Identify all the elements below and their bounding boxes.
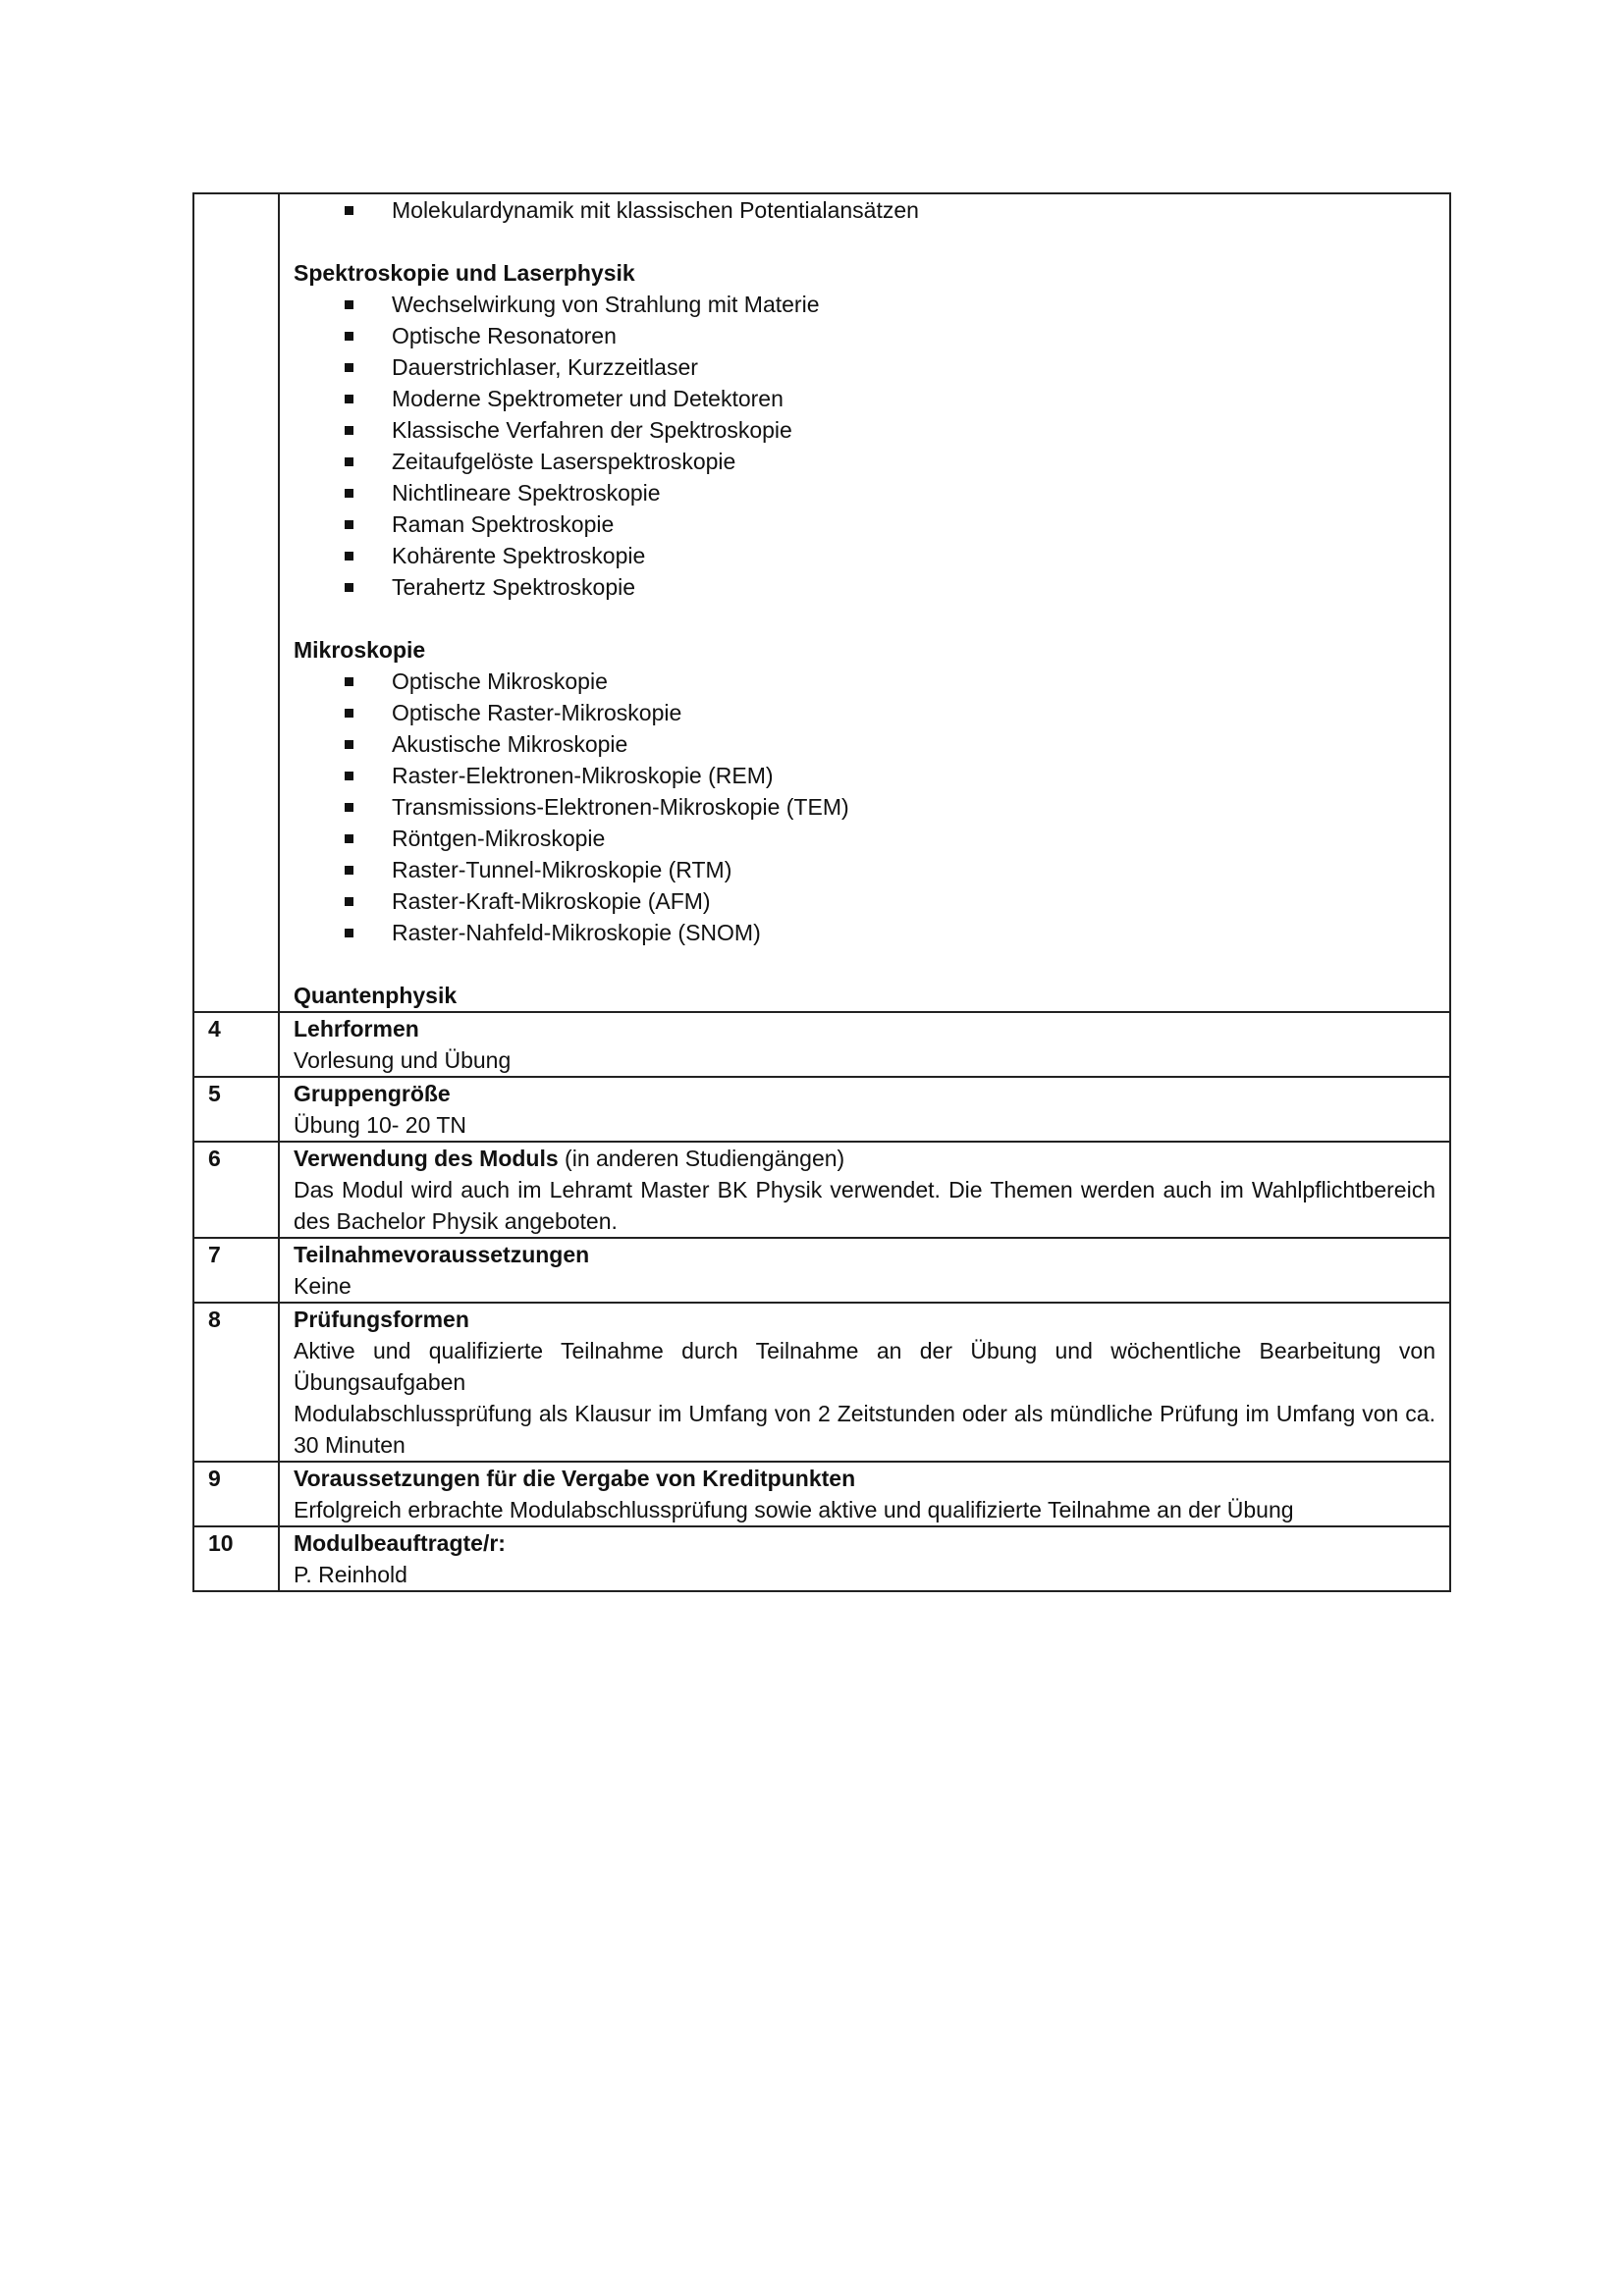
table-row bbox=[193, 1077, 1450, 1142]
list-item-text: Dauerstrichlaser, Kurzzeitlaser bbox=[392, 354, 698, 380]
content-row bbox=[193, 193, 1450, 1012]
bullet-list-intro bbox=[294, 194, 1435, 226]
list-item-text: Röntgen-Mikroskopie bbox=[392, 826, 606, 851]
row-title: Verwendung des Moduls bbox=[294, 1146, 559, 1171]
bullet-square-icon bbox=[345, 489, 353, 498]
list-item bbox=[294, 917, 1435, 948]
row-number: 9 bbox=[193, 1462, 279, 1526]
row-content bbox=[279, 1012, 1450, 1077]
bullet-square-icon bbox=[345, 866, 353, 875]
row-title: Teilnahmevoraussetzungen bbox=[294, 1242, 590, 1267]
list-item bbox=[294, 508, 1435, 540]
list-item-text: Nichtlineare Spektroskopie bbox=[392, 480, 661, 506]
table-row bbox=[193, 1012, 1450, 1077]
row-text: Vorlesung und Übung bbox=[294, 1047, 512, 1073]
row-text: Modulabschlussprüfung als Klausur im Umfang von 2 Zeitstunden oder als mündliche Prüfung im Umfang von ca. 30 Minuten bbox=[294, 1401, 1435, 1458]
bullet-square-icon bbox=[345, 772, 353, 780]
row-title: Lehrformen bbox=[294, 1016, 419, 1041]
bullet-square-icon bbox=[345, 803, 353, 812]
list-item-text: Akustische Mikroskopie bbox=[392, 731, 628, 757]
table-row bbox=[193, 1142, 1450, 1238]
row-text: P. Reinhold bbox=[294, 1562, 407, 1587]
row-content bbox=[279, 1303, 1450, 1462]
list-item-text: Terahertz Spektroskopie bbox=[392, 574, 636, 600]
bullet-square-icon bbox=[345, 552, 353, 561]
row-title: Gruppengröße bbox=[294, 1081, 451, 1106]
row-content bbox=[279, 1238, 1450, 1303]
row-number-empty bbox=[193, 193, 279, 1012]
bullet-square-icon bbox=[345, 426, 353, 435]
bullet-square-icon bbox=[345, 363, 353, 372]
row-number: 6 bbox=[193, 1142, 279, 1238]
section-title-spektroskopie: Spektroskopie und Laserphysik bbox=[294, 260, 635, 286]
content-cell bbox=[279, 193, 1450, 1012]
row-content bbox=[279, 1142, 1450, 1238]
row-number: 4 bbox=[193, 1012, 279, 1077]
row-number: 7 bbox=[193, 1238, 279, 1303]
list-item bbox=[294, 540, 1435, 571]
list-item bbox=[294, 697, 1435, 728]
list-item bbox=[294, 446, 1435, 477]
bullet-list-spektroskopie bbox=[294, 289, 1435, 603]
table-row bbox=[193, 1526, 1450, 1591]
list-item bbox=[294, 351, 1435, 383]
list-item bbox=[294, 823, 1435, 854]
bullet-square-icon bbox=[345, 740, 353, 749]
list-item-text: Raster-Tunnel-Mikroskopie (RTM) bbox=[392, 857, 732, 882]
row-content bbox=[279, 1462, 1450, 1526]
list-item bbox=[294, 885, 1435, 917]
bullet-square-icon bbox=[345, 897, 353, 906]
bullet-square-icon bbox=[345, 834, 353, 843]
row-number: 5 bbox=[193, 1077, 279, 1142]
table-row bbox=[193, 1303, 1450, 1462]
list-item-text: Kohärente Spektroskopie bbox=[392, 543, 646, 568]
bullet-square-icon bbox=[345, 332, 353, 341]
bullet-square-icon bbox=[345, 206, 353, 215]
list-item-text: Raster-Nahfeld-Mikroskopie (SNOM) bbox=[392, 920, 761, 945]
row-number: 8 bbox=[193, 1303, 279, 1462]
list-item bbox=[294, 854, 1435, 885]
list-item-text: Transmissions-Elektronen-Mikroskopie (TEM) bbox=[392, 794, 849, 820]
row-text: Das Modul wird auch im Lehramt Master BK Physik verwendet. Die Themen werden auch im Wahlpflichtbereich des Bachelor Physik angeboten. bbox=[294, 1177, 1435, 1234]
bullet-square-icon bbox=[345, 300, 353, 309]
row-title: Prüfungsformen bbox=[294, 1307, 469, 1332]
list-item bbox=[294, 414, 1435, 446]
bullet-square-icon bbox=[345, 457, 353, 466]
row-text: Erfolgreich erbrachte Modulabschlussprüfung sowie aktive und qualifizierte Teilnahme an der Übung bbox=[294, 1497, 1294, 1522]
list-item-text: Molekulardynamik mit klassischen Potentialansätzen bbox=[392, 197, 919, 223]
list-item-text: Zeitaufgelöste Laserspektroskopie bbox=[392, 449, 736, 474]
list-item-text: Klassische Verfahren der Spektroskopie bbox=[392, 417, 792, 443]
list-item-text: Optische Resonatoren bbox=[392, 323, 617, 348]
bullet-square-icon bbox=[345, 583, 353, 592]
section-title-quantenphysik: Quantenphysik bbox=[294, 983, 458, 1008]
section-title-mikroskopie: Mikroskopie bbox=[294, 637, 426, 663]
row-content bbox=[279, 1077, 1450, 1142]
row-title-line bbox=[294, 1143, 1435, 1174]
row-title: Modulbeauftragte/r: bbox=[294, 1530, 506, 1556]
row-text: Aktive und qualifizierte Teilnahme durch Teilnahme an der Übung und wöchentliche Bearbeitung von Übungsaufgaben bbox=[294, 1338, 1435, 1395]
bullet-square-icon bbox=[345, 520, 353, 529]
bullet-square-icon bbox=[345, 395, 353, 403]
row-title-suffix: (in anderen Studiengängen) bbox=[558, 1146, 845, 1171]
row-text: Übung 10- 20 TN bbox=[294, 1112, 467, 1138]
list-item bbox=[294, 666, 1435, 697]
list-item bbox=[294, 728, 1435, 760]
list-item bbox=[294, 289, 1435, 320]
list-item-text: Moderne Spektrometer und Detektoren bbox=[392, 386, 784, 411]
list-item bbox=[294, 320, 1435, 351]
bullet-square-icon bbox=[345, 929, 353, 937]
list-item bbox=[294, 383, 1435, 414]
row-number: 10 bbox=[193, 1526, 279, 1591]
row-text: Keine bbox=[294, 1273, 352, 1299]
list-item bbox=[294, 571, 1435, 603]
list-item-text: Raster-Kraft-Mikroskopie (AFM) bbox=[392, 888, 711, 914]
module-table bbox=[192, 192, 1451, 1592]
list-item-text: Raster-Elektronen-Mikroskopie (REM) bbox=[392, 763, 774, 788]
list-item-text: Optische Mikroskopie bbox=[392, 668, 608, 694]
list-item bbox=[294, 791, 1435, 823]
list-item-text: Optische Raster-Mikroskopie bbox=[392, 700, 682, 725]
list-item bbox=[294, 194, 1435, 226]
table-row bbox=[193, 1462, 1450, 1526]
bullet-square-icon bbox=[345, 709, 353, 718]
bullet-square-icon bbox=[345, 677, 353, 686]
row-content bbox=[279, 1526, 1450, 1591]
list-item-text: Wechselwirkung von Strahlung mit Materie bbox=[392, 292, 820, 317]
row-title: Voraussetzungen für die Vergabe von Kreditpunkten bbox=[294, 1466, 856, 1491]
list-item-text: Raman Spektroskopie bbox=[392, 511, 615, 537]
list-item bbox=[294, 477, 1435, 508]
table-row bbox=[193, 1238, 1450, 1303]
bullet-list-mikroskopie bbox=[294, 666, 1435, 948]
list-item bbox=[294, 760, 1435, 791]
